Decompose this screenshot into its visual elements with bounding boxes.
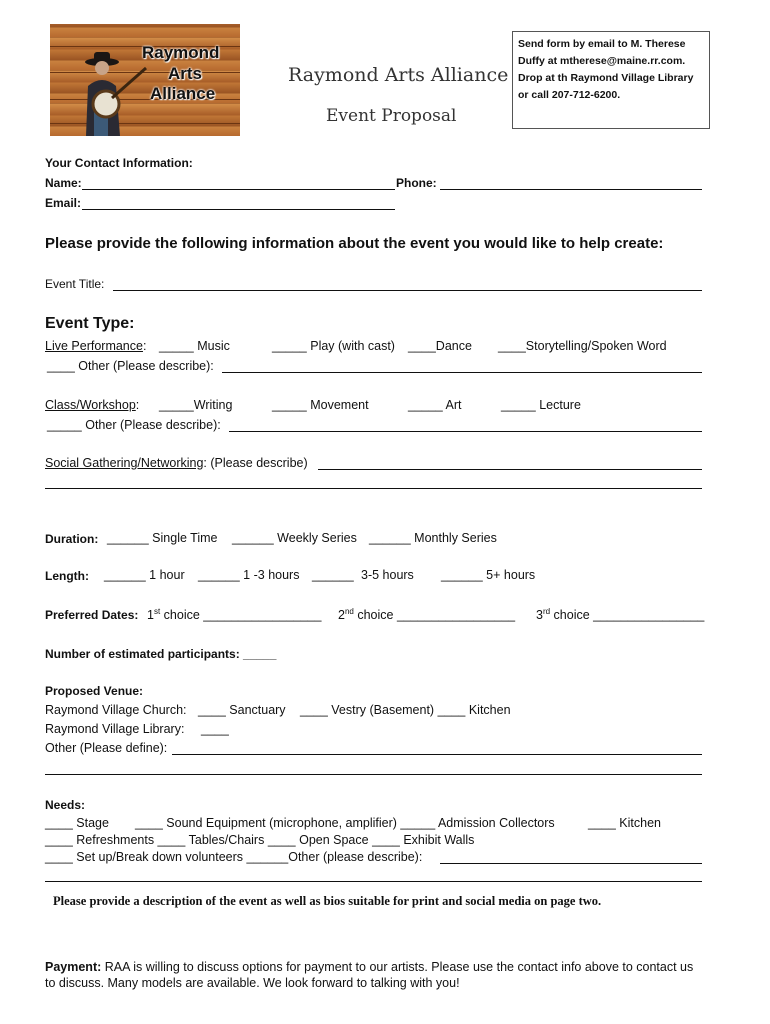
date-choice-2[interactable] [338, 607, 515, 622]
event-title-field[interactable] [113, 290, 702, 291]
payment-line-2: to discuss. Many models are available. We look forward to talking with you! [45, 976, 460, 990]
option-play[interactable]: _____ Play (with cast) [272, 339, 395, 353]
class-other-field[interactable] [229, 431, 702, 432]
preferred-dates-label: Preferred Dates: [45, 608, 139, 622]
class-workshop-row [45, 398, 139, 412]
needs-other-field-2[interactable] [45, 881, 702, 882]
needs-other-field[interactable] [440, 863, 702, 864]
description-note: Please provide a description of the event as well as bios suitable for print and social media on page two. [53, 894, 602, 908]
social-gathering-label: Social Gathering/Networking [45, 456, 204, 470]
banjo-player-figure [72, 46, 152, 136]
social-describe-label: : (Please describe) [203, 456, 308, 470]
venue-other-label: Other (Please define): [45, 741, 168, 755]
live-performance-colon: : [142, 339, 147, 353]
event-type-heading: Event Type: [45, 315, 135, 332]
option-lecture[interactable]: _____ Lecture [501, 398, 581, 412]
choice-2-number: 2 [338, 608, 345, 623]
choice-2-field: choice _________________ [353, 608, 516, 623]
live-other-label: ____ Other (Please describe): [47, 359, 214, 373]
org-name-title: Raymond Arts Alliance [288, 64, 509, 86]
choice-3-number: 3 [536, 608, 543, 623]
length-5-plus-hours[interactable]: ______ 5+ hours [441, 568, 536, 582]
social-row [45, 456, 308, 470]
choice-3-field: choice ________________ [550, 608, 705, 623]
event-title-label: Event Title: [45, 277, 105, 291]
need-kitchen[interactable]: ____ Kitchen [588, 816, 661, 830]
length-1-hour[interactable]: ______ 1 hour [104, 568, 185, 582]
duration-weekly[interactable]: ______ Weekly Series [232, 531, 357, 545]
send-line-4: or call 207-712-6200. [518, 89, 621, 101]
duration-label: Duration: [45, 532, 99, 546]
name-label: Name: [45, 176, 82, 190]
payment-text-1: RAA is willing to discuss options for payment to our artists. Please use the contact info above to contact us [101, 960, 694, 974]
needs-row-3[interactable]: ____ Set up/Break down volunteers ______Other (please describe): [45, 850, 423, 864]
send-instructions-box [512, 31, 710, 129]
option-art[interactable]: _____ Art [408, 398, 462, 412]
live-performance-label: Live Performance [45, 339, 143, 353]
participants-field[interactable]: Number of estimated participants: _____ [45, 647, 277, 661]
duration-monthly[interactable]: ______ Monthly Series [369, 531, 497, 545]
need-stage[interactable]: ____ Stage [45, 816, 109, 830]
choice-1-number: 1 [147, 608, 154, 623]
needs-heading: Needs: [45, 798, 86, 812]
need-sound-admission[interactable]: ____ Sound Equipment (microphone, amplifier) _____ Admission Collectors [135, 816, 555, 830]
logo-text-line-3: Alliance [150, 84, 216, 103]
venue-vestry-kitchen[interactable]: ____ Vestry (Basement) ____ Kitchen [300, 703, 511, 717]
class-workshop-label: Class/Workshop [45, 398, 136, 412]
choice-1-field: choice _________________ [160, 608, 322, 623]
social-describe-field[interactable] [318, 469, 702, 470]
option-writing[interactable]: _____Writing [159, 398, 233, 412]
phone-label: Phone: [396, 176, 437, 190]
intro-heading: Please provide the following information about the event you would like to help create: [45, 235, 664, 252]
name-field[interactable] [82, 189, 395, 190]
venue-other-field-2[interactable] [45, 774, 702, 775]
length-3-5-blank[interactable]: ______ [312, 568, 354, 582]
length-label: Length: [45, 569, 89, 583]
contact-heading: Your Contact Information: [45, 156, 193, 170]
live-other-field[interactable] [222, 372, 702, 373]
venue-heading: Proposed Venue: [45, 684, 144, 698]
option-storytelling[interactable]: ____Storytelling/Spoken Word [498, 339, 667, 353]
payment-line-1 [45, 960, 693, 974]
choice-3-suffix: rd [542, 607, 551, 616]
phone-field[interactable] [440, 189, 702, 190]
choice-2-suffix: nd [344, 607, 354, 616]
email-field[interactable] [82, 209, 395, 210]
venue-sanctuary[interactable]: ____ Sanctuary [198, 703, 286, 717]
choice-1-suffix: st [153, 607, 161, 616]
option-dance[interactable]: ____Dance [408, 339, 472, 353]
live-performance-row [45, 339, 146, 353]
option-movement[interactable]: _____ Movement [272, 398, 369, 412]
raymond-arts-alliance-logo [50, 24, 240, 136]
needs-row-2[interactable]: ____ Refreshments ____ Tables/Chairs ____ Open Space ____ Exhibit Walls [45, 833, 475, 847]
venue-other-field[interactable] [172, 754, 702, 755]
length-3-5-hours: 3-5 hours [361, 568, 414, 582]
duration-single[interactable]: ______ Single Time [107, 531, 218, 545]
class-other-label: _____ Other (Please describe): [47, 418, 221, 432]
length-1-3-hours[interactable]: ______ 1 -3 hours [198, 568, 300, 582]
email-label: Email: [45, 196, 82, 210]
send-line-2: Duffy at mtherese@maine.rr.com. [518, 55, 686, 67]
church-label: Raymond Village Church: [45, 703, 187, 717]
social-describe-field-2[interactable] [45, 488, 702, 489]
send-line-1: Send form by email to M. Therese [518, 38, 686, 50]
option-music[interactable]: _____ Music [159, 339, 230, 353]
class-workshop-colon: : [135, 398, 140, 412]
payment-label: Payment: [45, 960, 102, 974]
library-label: Raymond Village Library: [45, 722, 185, 736]
date-choice-3[interactable] [536, 607, 704, 622]
logo-text-line-1: Raymond [142, 43, 220, 62]
venue-library-blank[interactable]: ____ [201, 722, 229, 736]
document-title: Event Proposal [326, 106, 457, 126]
logo-text-line-2: Arts [168, 64, 203, 83]
send-line-3: Drop at th Raymond Village Library [518, 72, 694, 84]
date-choice-1[interactable] [147, 607, 321, 622]
